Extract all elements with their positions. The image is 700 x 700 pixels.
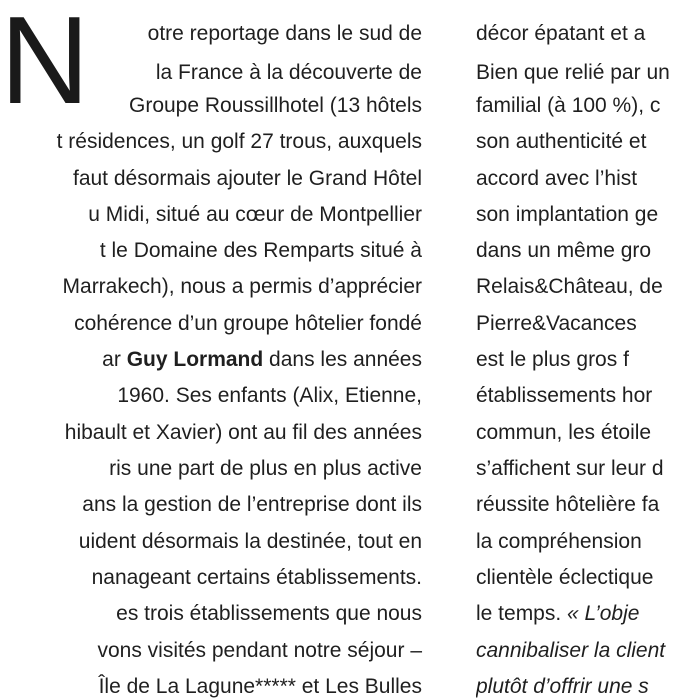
body-line: son implantation ge [476,203,659,226]
body-line: u Midi, situé au cœur de Montpellier [88,203,422,226]
body-line: la compréhension [476,530,642,553]
body-line: Pierre&Vacances [476,312,637,335]
body-line: Bien que relié par un [476,61,670,84]
body-line: nanageant certains établissements. [91,566,422,589]
body-line: otre reportage dans le sud de [147,22,422,45]
body-line: Île de La Lagune***** et Les Bulles [98,675,422,698]
body-line [102,345,422,375]
body-line: réussite hôtelière fa [476,493,660,516]
body-line: uident désormais la destinée, tout en [78,530,422,553]
body-line: hibault et Xavier) ont au fil des années [64,421,422,444]
body-text: dans les années [263,348,422,371]
body-line: ans la gestion de l’entreprise dont ils [82,493,422,516]
quote-line: plutôt d’offrir une s [476,675,649,698]
body-line: t résidences, un golf 27 trous, auxquels [56,130,422,153]
body-line: accord avec l’hist [476,167,638,190]
body-line: la France à la découverte de [155,61,422,84]
body-line: Relais&Château, de [476,275,663,298]
body-line [476,599,639,629]
founder-name: Guy Lormand [126,348,264,371]
body-line: commun, les étoile [476,421,652,444]
body-line: es trois établissements que nous [116,602,422,625]
body-line: s’affichent sur leur d [476,457,664,480]
body-line: faut désormais ajouter le Grand Hôtel [72,167,422,190]
body-line: clientèle éclectique [476,566,654,589]
body-line: Groupe Roussillhotel (13 hôtels [129,94,422,117]
body-line: dans un même gro [476,239,652,262]
body-line: t le Domaine des Remparts situé à [99,239,422,262]
body-text: le temps. [476,602,568,625]
drop-cap: N [0,0,88,130]
body-line: son authenticité et [476,130,647,153]
body-line: décor épatant et a [476,22,646,45]
body-line: familial (à 100 %), c [476,94,661,117]
body-text: ar [102,348,127,371]
body-line: ris une part de plus en plus active [109,457,422,480]
body-line: cohérence d’un groupe hôtelier fondé [74,312,422,335]
body-line: est le plus gros f [476,348,629,371]
body-line: vons visités pendant notre séjour – [97,639,422,662]
quote-line: cannibaliser la client [476,639,666,662]
article-right-column [476,0,700,700]
body-line: 1960. Ses enfants (Alix, Etienne, [117,384,422,407]
quote-text: « L’obje [567,602,640,625]
body-line: Marrakech), nous a permis d’apprécier [62,275,422,298]
body-line: établissements hor [476,384,653,407]
